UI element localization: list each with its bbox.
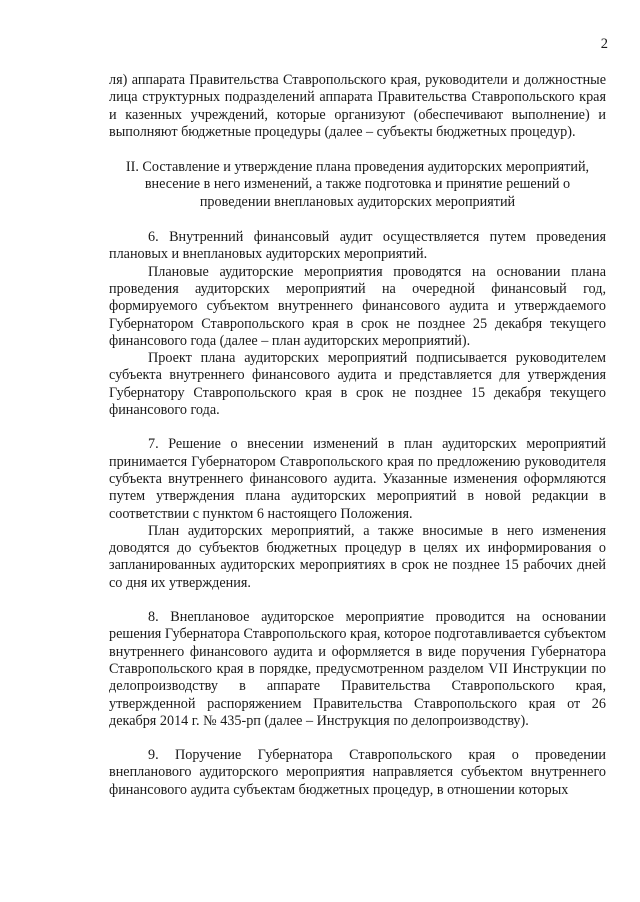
section-heading: II. Составление и утверждение плана проведения аудиторских мероприятий, внесение в него изменений, а также подготовка и принятие решений о проведении внеплановых аудиторских мероприятий: [125, 159, 590, 210]
intro-paragraph: ля) аппарата Правительства Ставропольского края, руководители и должностные лица структурных подразделений аппарата Правительства Ставропольского края и казенных учреждений, которые организуют (обеспечивают выполнение) и выполняют бюджетные процедуры (далее – субъекты бюджетных процедур).: [109, 72, 606, 140]
paragraph-6-2: Плановые аудиторские мероприятия проводятся на основании плана проведения аудиторских мероприятий на очередной финансовый год, формируемого субъектом внутреннего финансового аудита и утверждаемого Губернатором Ставропольского края в срок не позднее 25 декабря текущего финансового года (далее – план аудиторских мероприятий).: [109, 263, 606, 349]
paragraph-7-2: План аудиторских мероприятий, а также вносимые в него изменения доводятся до субъектов бюджетных процедур в целях их информирования о запланированных аудиторских мероприятиях в срок не позднее 15 рабочих дней со дня их утверждения.: [109, 522, 606, 591]
paragraph-9-1: 9. Поручение Губернатора Ставропольского края о проведении внепланового аудиторского мероприятия направляется субъектом внутреннего финансового аудита субъектам бюджетных процедур, в отношении которых: [109, 747, 606, 798]
paragraph-7-1: 7. Решение о внесении изменений в план аудиторских мероприятий принимается Губернатором Ставропольского края по предложению руководителя субъекта внутреннего финансового аудита. Указанные изменения оформляются путем утверждения плана аудиторских мероприятий в новой редакции в соответствии с пунктом 6 настоящего Положения.: [109, 436, 606, 522]
page-number: 2: [600, 36, 608, 52]
paragraph-6-3: Проект плана аудиторских мероприятий подписывается руководителем субъекта внутреннего финансового аудита и представляется для утверждения Губернатору Ставропольского края в срок не позднее 15 декабря текущего финансового года.: [109, 350, 606, 419]
paragraph-6-1: 6. Внутренний финансовый аудит осуществляется путем проведения плановых и внеплановых аудиторских мероприятий.: [109, 229, 606, 263]
document-body: [109, 72, 606, 799]
paragraph-8-1: 8. Внеплановое аудиторское мероприятие проводится на основании решения Губернатора Ставропольского края, которое подготавливается субъектом внутреннего финансового аудита и оформляется в виде поручения Губернатора Ставропольского края в порядке, предусмотренном разделом VII Инструкции по делопроизводству в аппарате Правительства Ставропольского края, утвержденной распоряжением Правительства Ставропольского края от 26 декабря 2014 г. № 435-рп (далее – Инструкция по делопроизводству).: [109, 609, 606, 729]
